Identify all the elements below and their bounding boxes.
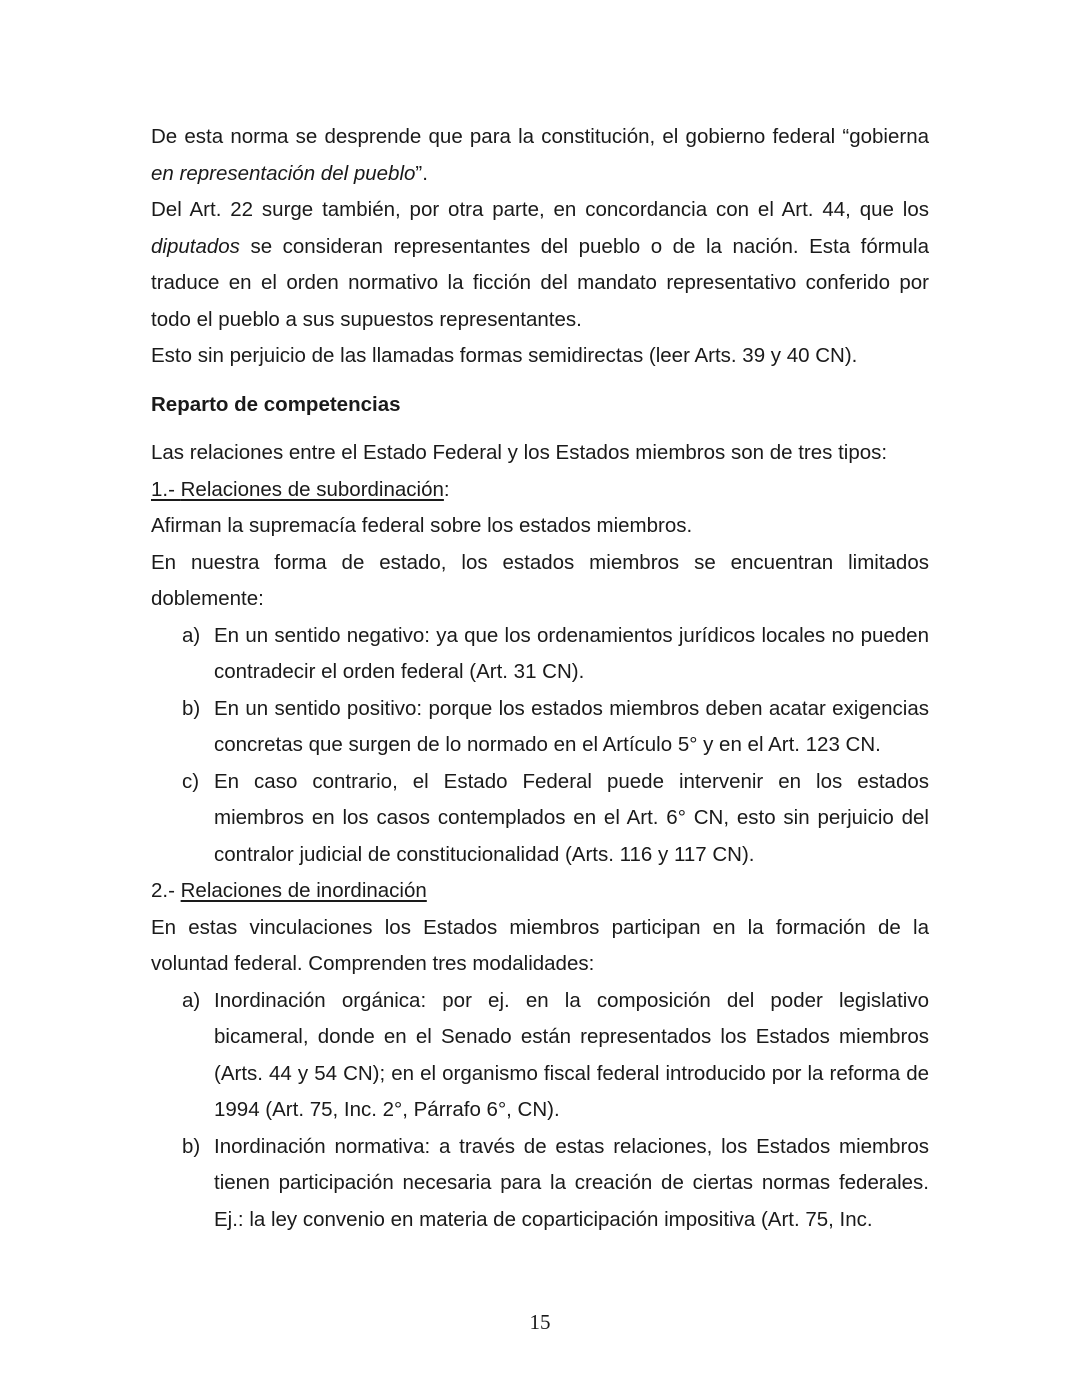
- section-lead: Las relaciones entre el Estado Federal y los Estados miembros son de tres tipos:: [151, 441, 888, 464]
- list-marker: c): [182, 769, 200, 793]
- paragraph-intro-2: Del Art. 22 surge también, por otra parte, en concordancia con el Art. 44, que los diputados se consideran representantes del pueblo o de la nación. Esta fórmula traduce en el orden normativo la ficción del mandato representativo conferido por todo el pueblo a sus supuestos representantes.: [151, 198, 929, 331]
- paragraph-intro-1: De esta norma se desprende que para la constitución, el gobierno federal “gobierna en representación del pueblo”.: [151, 125, 929, 185]
- list-item: a) Inordinación orgánica: por ej. en la composición del poder legislativo bicameral, donde en el Senado están representados los Estados miembros (Arts. 44 y 54 CN); en el organismo fiscal federal introducido por la reforma de 1994 (Art. 75, Inc. 2°, Párrafo 6°, CN).: [151, 983, 929, 1129]
- subsection-title-1: 1.- Relaciones de subordinación:: [151, 477, 450, 501]
- page-number: 15: [529, 1310, 551, 1334]
- paragraph-intro-3: Esto sin perjuicio de las llamadas formas semidirectas (leer Arts. 39 y 40 CN).: [151, 344, 858, 367]
- list-item: a) En un sentido negativo: ya que los ordenamientos jurídicos locales no pueden contradecir el orden federal (Art. 31 CN).: [151, 618, 929, 691]
- list-marker: b): [182, 1134, 201, 1158]
- list-inordinacion: [151, 983, 929, 1239]
- section-heading: Reparto de competencias: [151, 392, 401, 416]
- list-item: c) En caso contrario, el Estado Federal puede intervenir en los estados miembros en los casos contemplados en el Art. 6° CN, esto sin perjuicio del contralor judicial de constitucionalidad (Arts. 116 y 117 CN).: [151, 764, 929, 874]
- list-marker: a): [182, 988, 201, 1012]
- list-item: b) Inordinación normativa: a través de estas relaciones, los Estados miembros tienen participación necesaria para la creación de ciertas normas federales. Ej.: la ley convenio en materia de coparticipación impositiva (Art. 75, Inc.: [151, 1129, 929, 1239]
- list-marker: a): [182, 623, 201, 647]
- list-subordinacion: [151, 618, 929, 874]
- paragraph-sub1-1: Afirman la supremacía federal sobre los estados miembros.: [151, 514, 693, 537]
- subsection-title-2: 2.- Relaciones de inordinación: [151, 879, 427, 902]
- list-item: b) En un sentido positivo: porque los estados miembros deben acatar exigencias concretas que surgen de lo normado en el Artículo 5° y en el Art. 123 CN.: [151, 691, 929, 764]
- paragraph-sub1-2: En nuestra forma de estado, los estados miembros se encuentran limitados doblemente:: [151, 550, 929, 610]
- list-marker: b): [182, 696, 201, 720]
- paragraph-sub2-1: En estas vinculaciones los Estados miembros participan en la formación de la voluntad federal. Comprenden tres modalidades:: [151, 915, 929, 975]
- document-page: [151, 119, 929, 1238]
- italic-phrase: en representación del pueblo: [151, 161, 416, 185]
- italic-word: diputados: [151, 234, 240, 258]
